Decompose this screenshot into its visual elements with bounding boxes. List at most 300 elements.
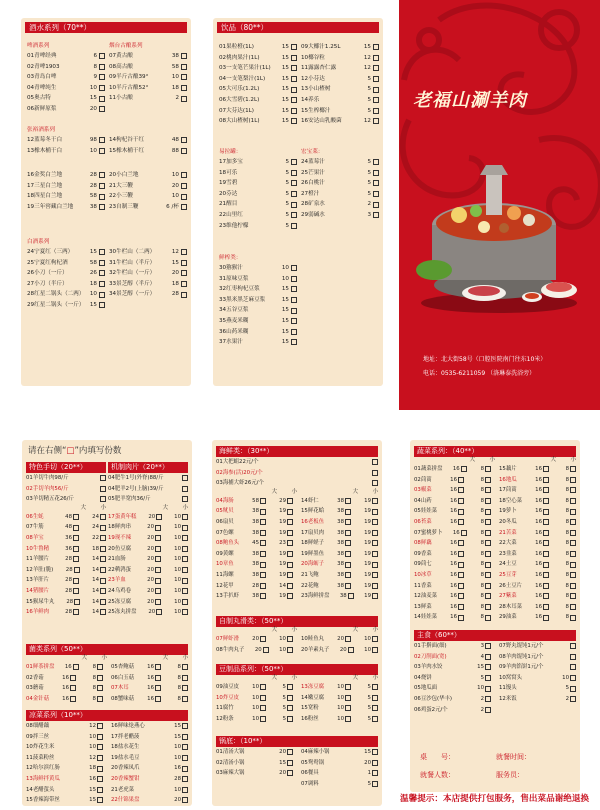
quantity-checkbox[interactable] xyxy=(99,53,105,59)
quantity-checkbox[interactable] xyxy=(287,593,293,599)
quantity-checkbox[interactable] xyxy=(100,578,106,584)
quantity-checkbox[interactable] xyxy=(485,572,491,578)
menu-item xyxy=(109,51,187,62)
item-price-big: 20 xyxy=(147,566,154,573)
size-big-label: 大 xyxy=(550,457,556,463)
quantity-checkbox[interactable] xyxy=(287,540,293,546)
quantity-checkbox[interactable] xyxy=(181,281,187,287)
quantity-checkbox[interactable] xyxy=(99,172,105,178)
quantity-checkbox[interactable] xyxy=(182,556,188,562)
item-name: 01青啤经典 xyxy=(27,53,57,59)
quantity-checkbox[interactable] xyxy=(570,572,576,578)
quantity-checkbox[interactable] xyxy=(485,509,491,515)
quantity-checkbox[interactable] xyxy=(182,525,188,531)
quantity-checkbox[interactable] xyxy=(485,643,491,649)
quantity-checkbox[interactable] xyxy=(570,477,576,483)
quantity-checkbox[interactable] xyxy=(372,695,378,701)
menu-item xyxy=(26,533,106,544)
quantity-checkbox[interactable] xyxy=(100,588,106,594)
quantity-checkbox[interactable] xyxy=(182,744,188,750)
quantity-checkbox[interactable] xyxy=(372,480,378,486)
item-name: 17茼蒿 xyxy=(499,487,517,494)
quantity-checkbox[interactable] xyxy=(485,583,491,589)
quantity-checkbox[interactable] xyxy=(373,212,379,218)
item-price-small: 5 xyxy=(367,715,371,722)
item-price-small: 19 xyxy=(279,593,286,600)
item-price-big: 20 xyxy=(339,646,347,653)
item-price-big: 20 xyxy=(337,636,345,642)
quantity-checkbox[interactable] xyxy=(372,470,378,476)
quantity-checkbox[interactable] xyxy=(182,696,188,702)
item-price: 5 xyxy=(285,169,289,176)
quantity-checkbox[interactable] xyxy=(570,562,576,568)
quantity-checkbox[interactable] xyxy=(372,781,378,787)
quantity-checkbox[interactable] xyxy=(485,562,491,568)
quantity-checkbox[interactable] xyxy=(570,604,576,610)
item-price-big: 38 xyxy=(252,550,259,557)
quantity-checkbox[interactable] xyxy=(99,260,105,266)
quantity-checkbox[interactable] xyxy=(372,749,378,755)
item-price-small: 10 xyxy=(174,609,181,616)
quantity-checkbox[interactable] xyxy=(182,546,188,552)
item-name: 05娃娃菜 xyxy=(414,508,438,515)
quantity-checkbox[interactable] xyxy=(373,87,379,93)
item-price-big: 16 xyxy=(535,476,542,483)
quantity-checkbox[interactable] xyxy=(287,562,293,568)
item-name: 05大可乐(1.2L) xyxy=(219,86,260,93)
quantity-checkbox[interactable] xyxy=(182,609,188,615)
haixian-sizes xyxy=(216,489,378,496)
quantity-checkbox[interactable] xyxy=(291,65,297,71)
quantity-checkbox[interactable] xyxy=(287,695,293,701)
quantity-checkbox[interactable] xyxy=(373,170,379,176)
quantity-checkbox[interactable] xyxy=(373,97,379,103)
quantity-checkbox[interactable] xyxy=(182,578,188,584)
tese-items xyxy=(26,473,106,505)
menu-item xyxy=(499,662,576,673)
item-name: 29油菜 xyxy=(499,614,517,621)
dining-time-field[interactable]: 就餐时间： xyxy=(496,753,531,761)
quantity-checkbox[interactable] xyxy=(372,519,378,525)
quantity-checkbox[interactable] xyxy=(99,292,105,298)
quantity-checkbox[interactable] xyxy=(99,204,105,210)
quantity-checkbox[interactable] xyxy=(372,760,378,766)
menu-item xyxy=(26,694,103,705)
quantity-checkbox[interactable] xyxy=(182,599,188,605)
quantity-checkbox[interactable] xyxy=(100,535,106,541)
quantity-checkbox[interactable] xyxy=(97,734,103,740)
quantity-checkbox[interactable] xyxy=(99,85,105,91)
item-price: 12 xyxy=(171,249,179,255)
quantity-checkbox[interactable] xyxy=(372,551,378,557)
quantity-checkbox[interactable] xyxy=(570,487,576,493)
quantity-checkbox[interactable] xyxy=(99,148,105,154)
quantity-checkbox[interactable] xyxy=(291,118,297,124)
menu-item xyxy=(27,146,105,157)
quantity-checkbox[interactable] xyxy=(99,74,105,80)
quantity-checkbox[interactable] xyxy=(373,65,379,71)
quantity-checkbox[interactable] xyxy=(372,498,378,504)
quantity-checkbox[interactable] xyxy=(97,744,103,750)
menu-item xyxy=(109,93,187,104)
quantity-checkbox[interactable] xyxy=(287,684,293,690)
quantity-checkbox[interactable] xyxy=(291,276,297,282)
menu-item xyxy=(219,74,297,85)
menu-item xyxy=(414,496,491,507)
quantity-checkbox[interactable] xyxy=(372,583,378,589)
item-name: 18鲜蛏子 xyxy=(301,540,325,547)
size-small-label: 小 xyxy=(291,627,297,633)
quantity-checkbox[interactable] xyxy=(485,615,491,621)
quantity-checkbox[interactable] xyxy=(181,148,187,154)
jizhi-column xyxy=(108,462,188,618)
menu-item xyxy=(109,170,187,181)
quantity-checkbox[interactable] xyxy=(485,686,491,692)
quantity-checkbox[interactable] xyxy=(99,281,105,287)
list-column-left xyxy=(414,641,495,715)
quantity-checkbox[interactable] xyxy=(182,723,188,729)
table-number-field[interactable]: 桌 号： xyxy=(420,753,455,761)
quantity-checkbox[interactable] xyxy=(291,297,297,303)
item-price-small: 8 xyxy=(92,674,96,681)
quantity-checkbox[interactable] xyxy=(372,593,378,599)
item-price: 5 xyxy=(367,75,371,82)
douzhi-rows xyxy=(216,682,378,724)
quantity-checkbox[interactable] xyxy=(485,593,491,599)
diners-count-field[interactable]: 就餐人数： xyxy=(420,771,455,779)
menu-item xyxy=(499,612,576,623)
quantity-checkbox[interactable] xyxy=(99,137,105,143)
item-price-small: 19 xyxy=(364,529,371,536)
quantity-checkbox[interactable] xyxy=(287,498,293,504)
quantity-checkbox[interactable] xyxy=(485,604,491,610)
item-name: 10窝窝头 xyxy=(499,674,523,681)
item-price: 4 xyxy=(480,653,484,660)
quantity-checkbox[interactable] xyxy=(182,588,188,594)
item-name: 13冻豆腐 xyxy=(301,684,325,690)
quantity-checkbox[interactable] xyxy=(182,675,188,681)
item-price-small: 5 xyxy=(282,705,286,712)
quantity-checkbox[interactable] xyxy=(291,180,297,186)
quantity-checkbox[interactable] xyxy=(287,636,293,642)
quantity-checkbox[interactable] xyxy=(291,76,297,82)
quantity-checkbox[interactable] xyxy=(570,615,576,621)
quantity-checkbox[interactable] xyxy=(485,477,491,483)
quantity-checkbox[interactable] xyxy=(372,530,378,536)
quantity-checkbox[interactable] xyxy=(99,64,105,70)
quantity-checkbox[interactable] xyxy=(291,318,297,324)
quantity-checkbox[interactable] xyxy=(181,137,187,143)
quantity-checkbox[interactable] xyxy=(291,87,297,93)
quantity-checkbox[interactable] xyxy=(291,265,297,271)
quantity-checkbox[interactable] xyxy=(485,696,491,702)
quantity-checkbox[interactable] xyxy=(182,496,188,502)
quantity-checkbox[interactable] xyxy=(182,664,188,670)
quantity-checkbox[interactable] xyxy=(181,96,187,102)
quantity-checkbox[interactable] xyxy=(485,675,491,681)
quantity-checkbox[interactable] xyxy=(291,159,297,165)
menu-item xyxy=(27,51,105,62)
quantity-checkbox[interactable] xyxy=(287,519,293,525)
item-name: 14娃娃菜 xyxy=(414,614,438,621)
item-name: 07鲜虾滑 xyxy=(216,636,240,642)
item-price: 15 xyxy=(171,259,179,266)
two-column-list xyxy=(414,464,576,623)
item-name: 07牛筋 xyxy=(26,524,44,531)
item-name: 28矿泉水 xyxy=(301,201,325,208)
quantity-checkbox[interactable] xyxy=(373,191,379,197)
quantity-checkbox[interactable] xyxy=(181,194,187,200)
item-name: 23羊血 xyxy=(108,577,126,584)
quantity-checkbox[interactable] xyxy=(372,509,378,515)
quantity-checkbox[interactable] xyxy=(291,202,297,208)
quantity-checkbox[interactable] xyxy=(570,509,576,515)
quantity-checkbox[interactable] xyxy=(570,686,576,692)
liangcai-column xyxy=(26,710,188,806)
quantity-checkbox[interactable] xyxy=(97,755,103,761)
quantity-checkbox[interactable] xyxy=(485,487,491,493)
size-small-label: 小 xyxy=(182,655,188,661)
list-column-right xyxy=(107,662,188,704)
quantity-checkbox[interactable] xyxy=(291,55,297,61)
quantity-checkbox[interactable] xyxy=(291,308,297,314)
quantity-checkbox[interactable] xyxy=(291,97,297,103)
quantity-checkbox[interactable] xyxy=(291,223,297,229)
quantity-checkbox[interactable] xyxy=(181,74,187,80)
quantity-checkbox[interactable] xyxy=(182,486,188,492)
quantity-checkbox[interactable] xyxy=(100,609,106,615)
quantity-checkbox[interactable] xyxy=(373,118,379,124)
quantity-checkbox[interactable] xyxy=(372,716,378,722)
item-name: 10椰谷粒 xyxy=(301,54,325,61)
quantity-checkbox[interactable] xyxy=(99,96,105,102)
quantity-checkbox[interactable] xyxy=(373,55,379,61)
quantity-checkbox[interactable] xyxy=(485,466,491,472)
quantity-checkbox[interactable] xyxy=(570,551,576,557)
quantity-checkbox[interactable] xyxy=(181,204,187,210)
quantity-checkbox[interactable] xyxy=(100,475,106,481)
quantity-checkbox[interactable] xyxy=(182,567,188,573)
quantity-checkbox[interactable] xyxy=(287,760,293,766)
quantity-checkbox[interactable] xyxy=(372,572,378,578)
quantity-checkbox[interactable] xyxy=(373,44,379,50)
item-price-small: 29 xyxy=(279,497,286,504)
quantity-checkbox[interactable] xyxy=(570,675,576,681)
quantity-checkbox[interactable] xyxy=(100,546,106,552)
quantity-checkbox[interactable] xyxy=(97,776,103,782)
quantity-checkbox[interactable] xyxy=(287,572,293,578)
quantity-checkbox[interactable] xyxy=(100,514,106,520)
quantity-checkbox[interactable] xyxy=(570,593,576,599)
item-name: 13海鲜拌黄瓜 xyxy=(26,775,60,782)
quantity-checkbox[interactable] xyxy=(287,530,293,536)
quantity-checkbox[interactable] xyxy=(182,797,188,803)
item-price: 20 xyxy=(279,770,286,777)
quantity-checkbox[interactable] xyxy=(97,675,103,681)
menu-item xyxy=(108,565,188,576)
quantity-checkbox[interactable] xyxy=(181,85,187,91)
quantity-checkbox[interactable] xyxy=(372,459,378,465)
item-price-big: 16 xyxy=(450,582,457,589)
quantity-checkbox[interactable] xyxy=(291,286,297,292)
quantity-checkbox[interactable] xyxy=(99,249,105,255)
quantity-checkbox[interactable] xyxy=(181,292,187,298)
quantity-checkbox[interactable] xyxy=(373,159,379,165)
quantity-checkbox[interactable] xyxy=(97,696,103,702)
item-price-big: 16 xyxy=(535,540,542,547)
quantity-checkbox[interactable] xyxy=(485,707,491,713)
quantity-checkbox[interactable] xyxy=(570,583,576,589)
quantity-checkbox[interactable] xyxy=(485,540,491,546)
menu-item xyxy=(301,645,378,656)
quantity-checkbox[interactable] xyxy=(570,643,576,649)
quantity-checkbox[interactable] xyxy=(100,556,106,562)
quantity-checkbox[interactable] xyxy=(291,108,297,114)
item-name: 02香菇 xyxy=(26,674,44,681)
quantity-checkbox[interactable] xyxy=(97,664,103,670)
quantity-checkbox[interactable] xyxy=(570,696,576,702)
quantity-checkbox[interactable] xyxy=(287,770,293,776)
quantity-checkbox[interactable] xyxy=(100,525,106,531)
item-price-big: 16 xyxy=(450,487,457,494)
item-name: 29弱碱水 xyxy=(301,211,325,218)
quantity-checkbox[interactable] xyxy=(485,664,491,670)
menu-item xyxy=(27,191,105,202)
quantity-checkbox[interactable] xyxy=(181,260,187,266)
quantity-checkbox[interactable] xyxy=(291,339,297,345)
waiter-field[interactable]: 服务员： xyxy=(496,771,524,779)
quantity-checkbox[interactable] xyxy=(97,797,103,803)
quantity-checkbox[interactable] xyxy=(485,498,491,504)
item-name: 16鲜味炝燕心 xyxy=(111,723,145,729)
junlei-column xyxy=(26,644,188,704)
item-price-small: 8 xyxy=(480,582,484,589)
quantity-checkbox[interactable] xyxy=(372,636,378,642)
quantity-checkbox[interactable] xyxy=(570,519,576,525)
quantity-checkbox[interactable] xyxy=(570,466,576,472)
item-name: 19盐水毛豆 xyxy=(111,754,140,761)
item-price-big: 16 xyxy=(535,571,542,578)
quantity-checkbox[interactable] xyxy=(182,766,188,772)
quantity-checkbox[interactable] xyxy=(100,486,106,492)
quantity-checkbox[interactable] xyxy=(287,705,293,711)
quantity-checkbox[interactable] xyxy=(181,172,187,178)
size-big-label: 大 xyxy=(352,627,358,633)
baijiu2-list xyxy=(27,247,105,311)
item-price-big: 38 xyxy=(252,593,260,600)
quantity-checkbox[interactable] xyxy=(373,180,379,186)
quantity-checkbox[interactable] xyxy=(181,270,187,276)
item-name: 11露露杏仁露 xyxy=(301,65,337,72)
quantity-checkbox[interactable] xyxy=(182,514,188,520)
menu-item xyxy=(27,279,105,290)
item-price-small: 10 xyxy=(174,556,181,563)
quantity-checkbox[interactable] xyxy=(291,170,297,176)
quantity-checkbox[interactable] xyxy=(570,540,576,546)
quantity-checkbox[interactable] xyxy=(372,562,378,568)
menu-item xyxy=(27,62,105,73)
quantity-checkbox[interactable] xyxy=(373,108,379,114)
menu-item xyxy=(301,634,378,645)
quantity-checkbox[interactable] xyxy=(373,76,379,82)
quantity-checkbox[interactable] xyxy=(485,654,491,660)
quantity-checkbox[interactable] xyxy=(182,776,188,782)
item-price: 12 xyxy=(89,754,96,761)
quantity-checkbox[interactable] xyxy=(570,664,576,670)
quantity-checkbox[interactable] xyxy=(287,551,293,557)
quantity-checkbox[interactable] xyxy=(287,647,293,653)
quantity-checkbox[interactable] xyxy=(485,519,491,525)
quantity-checkbox[interactable] xyxy=(372,705,378,711)
quantity-checkbox[interactable] xyxy=(99,106,105,112)
quantity-checkbox[interactable] xyxy=(99,194,105,200)
quantity-checkbox[interactable] xyxy=(485,551,491,557)
item-name: 08羊肉馄饨1元/个 xyxy=(499,653,544,660)
quantity-checkbox[interactable] xyxy=(97,723,103,729)
quantity-checkbox[interactable] xyxy=(100,567,106,573)
quantity-checkbox[interactable] xyxy=(570,530,576,536)
quantity-checkbox[interactable] xyxy=(100,599,106,605)
item-name: 20海蛎子 xyxy=(301,561,325,568)
quantity-checkbox[interactable] xyxy=(97,766,103,772)
quantity-checkbox[interactable] xyxy=(100,496,106,502)
quantity-checkbox[interactable] xyxy=(99,270,105,276)
quantity-checkbox[interactable] xyxy=(287,583,293,589)
item-price: 15 xyxy=(281,75,289,82)
quantity-checkbox[interactable] xyxy=(291,44,297,50)
list-column-right xyxy=(297,634,378,655)
quantity-checkbox[interactable] xyxy=(291,212,297,218)
quantity-checkbox[interactable] xyxy=(372,647,378,653)
quantity-checkbox[interactable] xyxy=(99,302,105,308)
menu-item xyxy=(301,74,379,85)
menu-item xyxy=(301,693,378,704)
quantity-checkbox[interactable] xyxy=(287,749,293,755)
quantity-checkbox[interactable] xyxy=(181,53,187,59)
quantity-checkbox[interactable] xyxy=(182,787,188,793)
quantity-checkbox[interactable] xyxy=(291,329,297,335)
quantity-checkbox[interactable] xyxy=(372,770,378,776)
quantity-checkbox[interactable] xyxy=(182,734,188,740)
quantity-checkbox[interactable] xyxy=(182,685,188,691)
quantity-checkbox[interactable] xyxy=(181,183,187,189)
quantity-checkbox[interactable] xyxy=(287,509,293,515)
quantity-checkbox[interactable] xyxy=(372,684,378,690)
quantity-checkbox[interactable] xyxy=(373,202,379,208)
quantity-checkbox[interactable] xyxy=(570,498,576,504)
fresh-title: 鲜榨类： xyxy=(219,255,242,261)
quantity-checkbox[interactable] xyxy=(181,249,187,255)
quantity-checkbox[interactable] xyxy=(287,716,293,722)
item-name: 36山药米糊 xyxy=(219,328,249,335)
item-name: 06大雪碧(1.2L) xyxy=(219,96,260,103)
quantity-checkbox[interactable] xyxy=(570,654,576,660)
quantity-checkbox[interactable] xyxy=(182,535,188,541)
menu-item xyxy=(414,602,491,613)
quantity-checkbox[interactable] xyxy=(97,685,103,691)
menu-item xyxy=(301,570,378,581)
quantity-checkbox[interactable] xyxy=(485,530,491,536)
quantity-checkbox[interactable] xyxy=(97,787,103,793)
list-column-left xyxy=(216,747,297,789)
quantity-checkbox[interactable] xyxy=(182,475,188,481)
quantity-checkbox[interactable] xyxy=(99,183,105,189)
menu-item xyxy=(414,559,491,570)
quantity-checkbox[interactable] xyxy=(182,755,188,761)
quantity-checkbox[interactable] xyxy=(181,64,187,70)
quantity-checkbox[interactable] xyxy=(372,540,378,546)
quantity-checkbox[interactable] xyxy=(291,191,297,197)
